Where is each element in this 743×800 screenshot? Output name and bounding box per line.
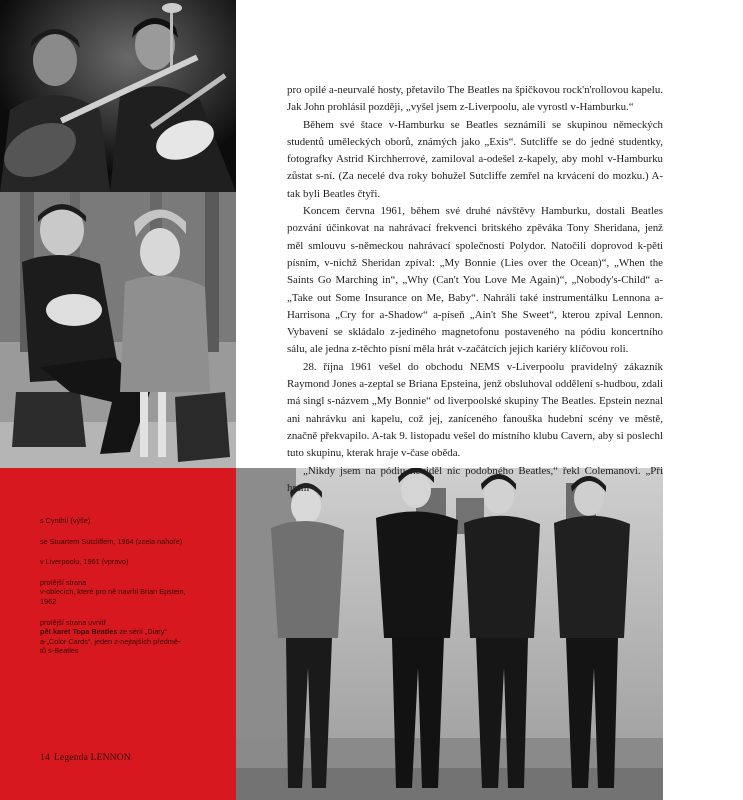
caption-line: 1962 (40, 596, 57, 606)
caption-cynthia: s Cynthií (výše) (40, 516, 91, 525)
caption-line: protější strana uvnitř (40, 617, 107, 627)
caption-text: ze sérií „Diary“ (117, 627, 167, 637)
photo-captions (40, 516, 226, 667)
caption-line: v-oblecích, které pro ně navrhl Brian Epstein, (40, 587, 186, 597)
caption-bold: pět karet Topa Beatles (40, 627, 118, 637)
paragraph: 28. října 1961 vešel do obchodu NEMS v-Liverpoolu pravidelný zákazník Raymond Jones a-zeptal se Briana Epsteina, jenž obsluhoval oddělení s-hudbou, zdali má singl s-názvem „My Bonnie“ od liverpoolské skupiny The Beatles. Epstein neznal ani nahrávku ani kapelu, což jej, zaníceného fanouška hudební scény ve městě, značně překvapilo. A-tak 9. listopadu vešel do místního klubu Cavern, aby si poslechl tuto skupinu, kterak hraje v-čase oběda. (287, 360, 663, 460)
page-number: 14 (40, 753, 50, 763)
caption-line: protější strana (40, 577, 87, 587)
caption-sutcliffe: se Stuartem Sutcliffem, 1964 (zcela nahoře) (40, 536, 183, 546)
caption-opposite-page (40, 578, 226, 607)
article-body (287, 82, 663, 497)
paragraph: pro opilé a-neurvalé hosty, přetavilo The Beatles na špičkovou rock'n'rollovou kapelu. Jak John prohlásil později, „vyšel jsem z-Liverpoolu, ale vyrostl v-Hamburku.“ (287, 84, 663, 114)
book-title: Legenda LENNON (53, 753, 131, 763)
photo-beatles-on-stage (0, 0, 236, 192)
paragraph: „Nikdy jsem na pódiu neviděl nic podobného Beatles,“ řekl Colemanovi. „Při hraní (287, 464, 663, 494)
caption-cards (40, 618, 226, 656)
caption-line: a-„Color Cards“, jeden z-nejtajších předmě- (40, 636, 181, 646)
caption-line: tů s-Beatles (40, 646, 79, 656)
photo-john-and-cynthia (0, 192, 236, 468)
paragraph: Během své štace v-Hamburku se Beatles seznámili se skupinou německých studentů uměleckých oborů, známých jako „Exis“. Sutcliffe se do jedné studentky, fotografky Astrid Kirchherrové, zamiloval a-odešel z-kapely, aby mohl v-Hamburku zůstat s-ní. (Za necelé dva roky bohužel Sutcliffe zemřel na krvácení do mozku.) A-tak byli Beatles čtyři. (287, 118, 663, 200)
caption-liverpool: v Liverpoolu, 1961 (vpravo) (40, 557, 129, 567)
caption-line (40, 627, 226, 637)
paragraph: Koncem června 1961, během své druhé návštěvy Hamburku, dostali Beatles pozvání účinkovat na nahrávací frekvenci britského zpěváka Tony Sheridana, jenž měl smlouvu s-německou nahrávací společností Polydor. Natočili doprovod k-pěti písním, v-nichž Sheridan zpíval: „My Bonnie (Lies over the Ocean)“, „When the Saints Go Marching in“, „Why (Can't You Love Me Again)“, „Nobody's-Child“ a-„Take out Some Insurance on Me, Baby“. Nahráli také instrumentálku Lennona a-Harrisona „Cry for a-Shadow“ a-píseň „Ain't She Sweet“, kterou zpíval Lennon. Vybavení se skládalo z-jediného magnetofonu postaveného na pódiu koncertního sálu, ale jedna z-těchto písní měla hrát v-začátcích jejich kariéry klíčovou roli. (287, 205, 663, 356)
page-folio (40, 753, 131, 763)
photo-beatles-group (236, 468, 663, 800)
